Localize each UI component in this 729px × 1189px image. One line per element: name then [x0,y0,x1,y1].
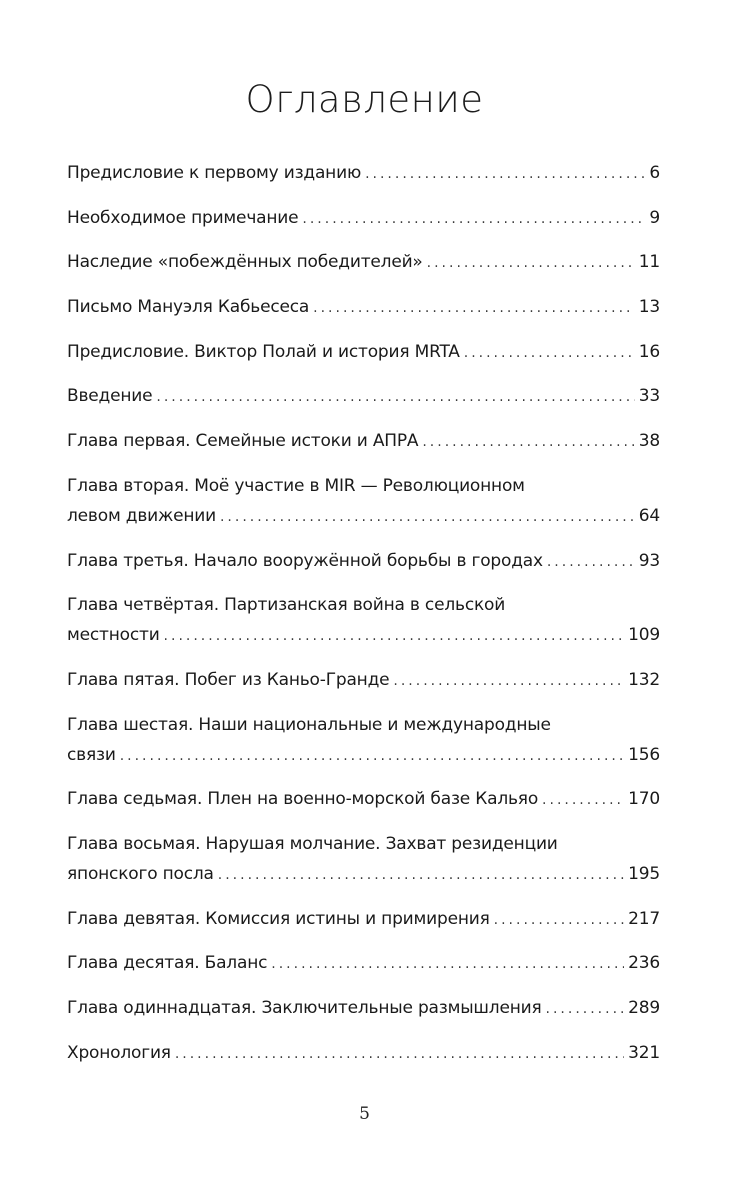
toc-entry-text: Глава третья. Начало вооружённой борьбы в городах [67,550,543,571]
toc-entry [67,292,660,322]
toc-entry-page: 9 [649,207,660,228]
toc-entry-row [67,620,660,650]
toc-entry-text: Глава десятая. Баланс [67,953,268,974]
toc-entry-page: 170 [628,789,660,810]
toc-entry-page: 109 [628,625,660,646]
toc-entry-row [67,993,660,1023]
page-number: 5 [359,1104,370,1124]
toc-entry-page: 64 [638,505,660,526]
dot-leader [547,547,635,577]
toc-entry-page: 93 [638,550,660,571]
toc-entry-row [67,247,660,277]
dot-leader [542,785,624,815]
toc-entry [67,710,660,770]
toc-entry-page: 38 [638,431,660,452]
toc-entry [67,426,660,456]
toc-entry-text: Глава восьмая. Нарушая молчание. Захват резиденции [67,833,558,854]
toc-entry-text: Хронология [67,1042,171,1063]
toc-entry [67,784,660,814]
toc-entry-row [67,859,660,889]
dot-leader [220,502,635,532]
dot-leader [120,741,624,771]
toc-entry-text: Глава четвёртая. Партизанская война в сельской [67,595,506,616]
toc-entry [67,381,660,411]
dot-leader [164,621,625,651]
toc-entry-row [67,546,660,576]
toc-entry-text: левом движении [67,505,216,526]
toc-entry-text: Глава шестая. Наши национальные и международные [67,714,551,735]
dot-leader [175,1039,624,1069]
toc-entry-row [67,426,660,456]
dot-leader [393,666,624,696]
toc-entry-row [67,1038,660,1068]
toc-entry [67,247,660,277]
toc-entry-text: Введение [67,386,153,407]
toc-entry-text: Глава одиннадцатая. Заключительные размышления [67,998,542,1018]
toc-entry-page: 156 [628,744,660,765]
toc-title: Оглавление [245,78,484,121]
dot-leader [218,860,624,890]
toc-entry-row [67,203,660,233]
toc-entry [67,948,660,978]
toc-entry-text: Глава вторая. Моё участие в MIR — Революционном [67,475,525,496]
table-of-contents [67,158,660,1082]
dot-leader [365,159,645,189]
toc-entry-page: 217 [628,908,660,929]
toc-entry-text: связи [67,744,116,765]
toc-entry [67,203,660,233]
dot-leader [156,382,634,412]
toc-entry-text: японского посла [67,863,214,884]
dot-leader [271,949,624,979]
toc-entry [67,337,660,367]
dot-leader [313,293,635,323]
toc-entry-row [67,740,660,770]
toc-entry [67,829,660,889]
toc-entry-page: 195 [628,863,660,884]
toc-entry [67,158,660,188]
toc-entry [67,1038,660,1068]
toc-entry-page: 289 [628,998,660,1018]
toc-entry-text: Глава девятая. Комиссия истины и примирения [67,908,490,929]
toc-entry-page: 33 [638,386,660,407]
toc-entry-page: 236 [628,953,660,974]
toc-entry-row [67,501,660,531]
toc-entry-text: Предисловие к первому изданию [67,163,362,183]
toc-entry [67,590,660,650]
toc-entry-row [67,158,660,188]
toc-entry-page: 13 [638,297,660,318]
dot-leader [422,427,634,457]
toc-entry-row [67,904,660,934]
toc-entry-text: Предисловие. Виктор Полай и история MRTA [67,341,460,362]
dot-leader [464,338,635,368]
toc-entry [67,993,660,1023]
toc-entry-page: 321 [628,1042,660,1063]
toc-entry-row [67,665,660,695]
toc-entry [67,665,660,695]
toc-entry-row [67,948,660,978]
toc-entry-text: Наследие «побеждённых победителей» [67,252,423,273]
toc-entry-text: Глава первая. Семейные истоки и АПРА [67,431,419,452]
dot-leader [546,994,625,1024]
toc-entry-row [67,784,660,814]
toc-entry-text: Глава пятая. Побег из Каньо-Гранде [67,669,390,690]
toc-entry-page: 132 [628,669,660,690]
toc-entry [67,904,660,934]
dot-leader [494,905,625,935]
toc-entry-text: Письмо Мануэля Кабьесеса [67,297,310,318]
toc-entry [67,471,660,531]
toc-entry [67,546,660,576]
toc-entry-row [67,381,660,411]
dot-leader [302,204,645,234]
toc-entry-text: Необходимое примечание [67,207,299,228]
toc-entry-row [67,292,660,322]
dot-leader [427,248,635,278]
toc-entry-text: Глава седьмая. Плен на военно-морской базе Кальяо [67,789,539,810]
toc-entry-page: 11 [638,252,660,273]
toc-entry-page: 6 [649,163,660,183]
toc-entry-text: местности [67,625,160,646]
toc-entry-row [67,337,660,367]
toc-entry-page: 16 [638,341,660,362]
